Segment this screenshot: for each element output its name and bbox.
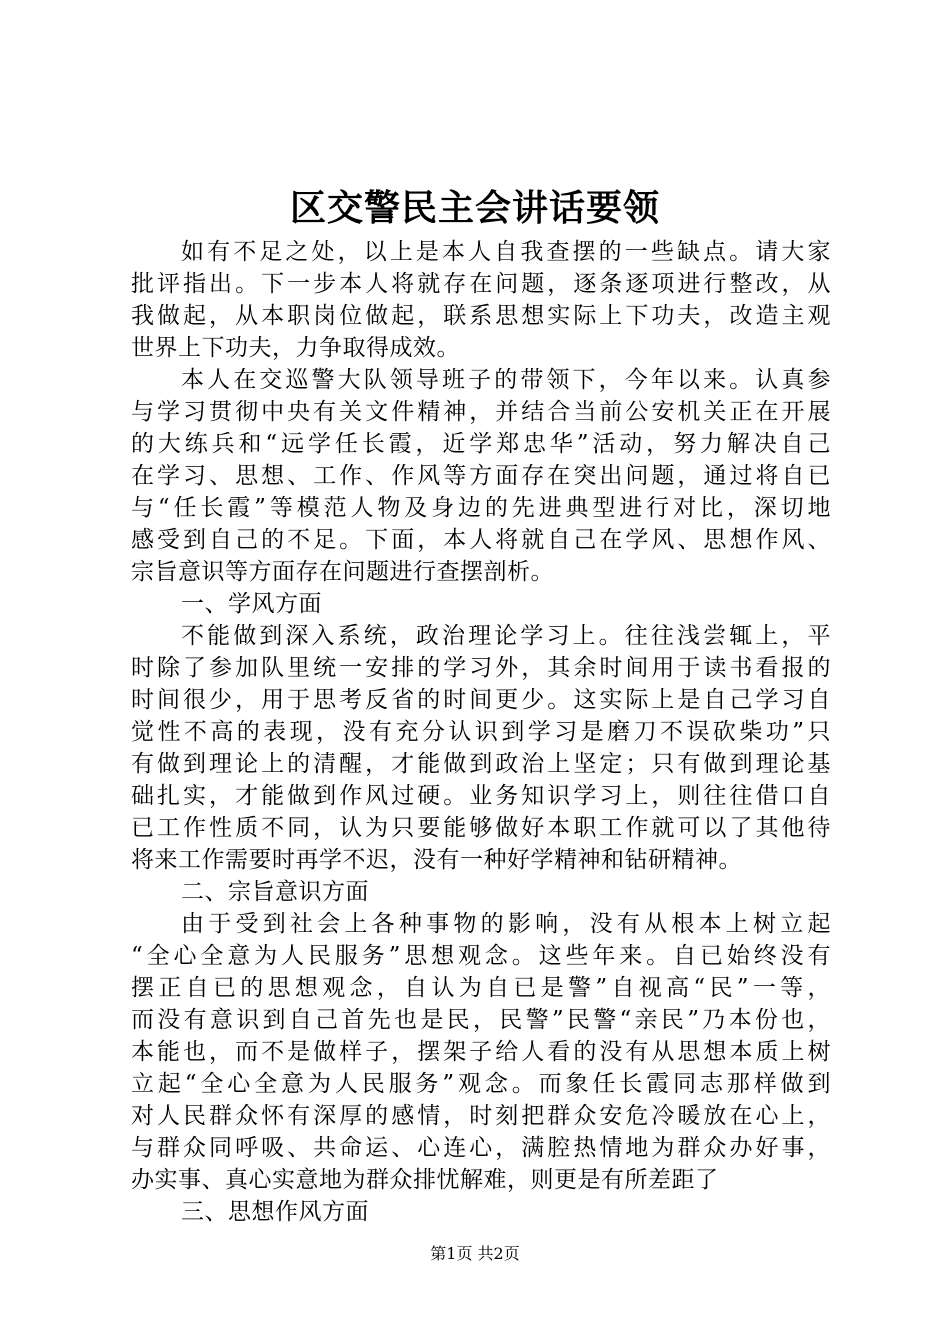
- text-line: 立起“全心全意为人民服务”观念。而象任长霞同志那样做到: [131, 1071, 831, 1097]
- text-line: 摆正自已的思想观念，自认为自已是警”自视高“民”一等，: [131, 975, 831, 1001]
- text-line: 本人在交巡警大队领导班子的带领下，今年以来。认真参: [181, 367, 831, 393]
- text-line: 由于受到社会上各种事物的影响，没有从根本上树立起: [181, 911, 831, 937]
- text-line: 三、思想作风方面: [181, 1199, 369, 1225]
- text-line: “全心全意为人民服务”思想观念。这些年来。自已始终没有: [131, 943, 831, 969]
- text-line: 已工作性质不同，认为只要能够做好本职工作就可以了其他待: [131, 815, 831, 841]
- text-line: 时间很少，用于思考反省的时间更少。这实际上是自己学习自: [131, 687, 831, 713]
- text-line: 将来工作需要时再学不迟，没有一种好学精神和钻研精神。: [131, 847, 742, 873]
- text-line: 感受到自己的不足。下面，本人将就自己在学风、思想作风、: [131, 527, 831, 553]
- text-line: 本能也，而不是做样子，摆架子给人看的没有从思想本质上树: [131, 1039, 831, 1065]
- text-line: 一、学风方面: [181, 591, 322, 617]
- text-line: 不能做到深入系统，政治理论学习上。往往浅尝辄上，平: [181, 623, 831, 649]
- document-body: [131, 236, 831, 1228]
- text-line: 批评指出。下一步本人将就存在问题，逐条逐项进行整改，从: [131, 271, 831, 297]
- page-number-footer: 第1页 共2页: [430, 1244, 520, 1263]
- text-line: 与群众同呼吸、共命运、心连心，满腔热情地为群众办好事，: [131, 1135, 831, 1161]
- text-line: 如有不足之处，以上是本人自我查摆的一些缺点。请大家: [181, 239, 831, 265]
- text-line: 宗旨意识等方面存在问题进行查摆剖析。: [131, 559, 554, 585]
- text-line: 有做到理论上的清醒，才能做到政治上坚定；只有做到理论基: [131, 751, 831, 777]
- text-line: 二、宗旨意识方面: [181, 879, 369, 905]
- text-line: 时除了参加队里统一安排的学习外，其余时间用于读书看报的: [131, 655, 831, 681]
- text-line: 办实事、真心实意地为群众排忧解难，则更是有所差距了: [131, 1167, 719, 1193]
- text-line: 础扎实，才能做到作风过硬。业务知识学习上，则往往借口自: [131, 783, 831, 809]
- text-line: 而没有意识到自己首先也是民，民警”民警“亲民”乃本份也，: [131, 1007, 831, 1033]
- text-line: 世界上下功夫，力争取得成效。: [131, 335, 460, 361]
- document-title: 区交警民主会讲话要领: [289, 187, 660, 229]
- text-line: 觉性不高的表现，没有充分认识到学习是磨刀不误砍柴功”只: [131, 719, 831, 745]
- text-line: 的大练兵和“远学任长霞，近学郑忠华”活动，努力解决自己: [131, 431, 831, 457]
- text-line: 与学习贯彻中央有关文件精神，并结合当前公安机关正在开展: [131, 399, 831, 425]
- text-line: 在学习、思想、工作、作风等方面存在突出问题，通过将自已: [131, 463, 831, 489]
- text-line: 对人民群众怀有深厚的感情，时刻把群众安危冷暖放在心上，: [131, 1103, 831, 1129]
- text-line: 与“任长霞”等模范人物及身边的先进典型进行对比，深切地: [131, 495, 831, 521]
- text-line: 我做起，从本职岗位做起，联系思想实际上下功夫，改造主观: [131, 303, 831, 329]
